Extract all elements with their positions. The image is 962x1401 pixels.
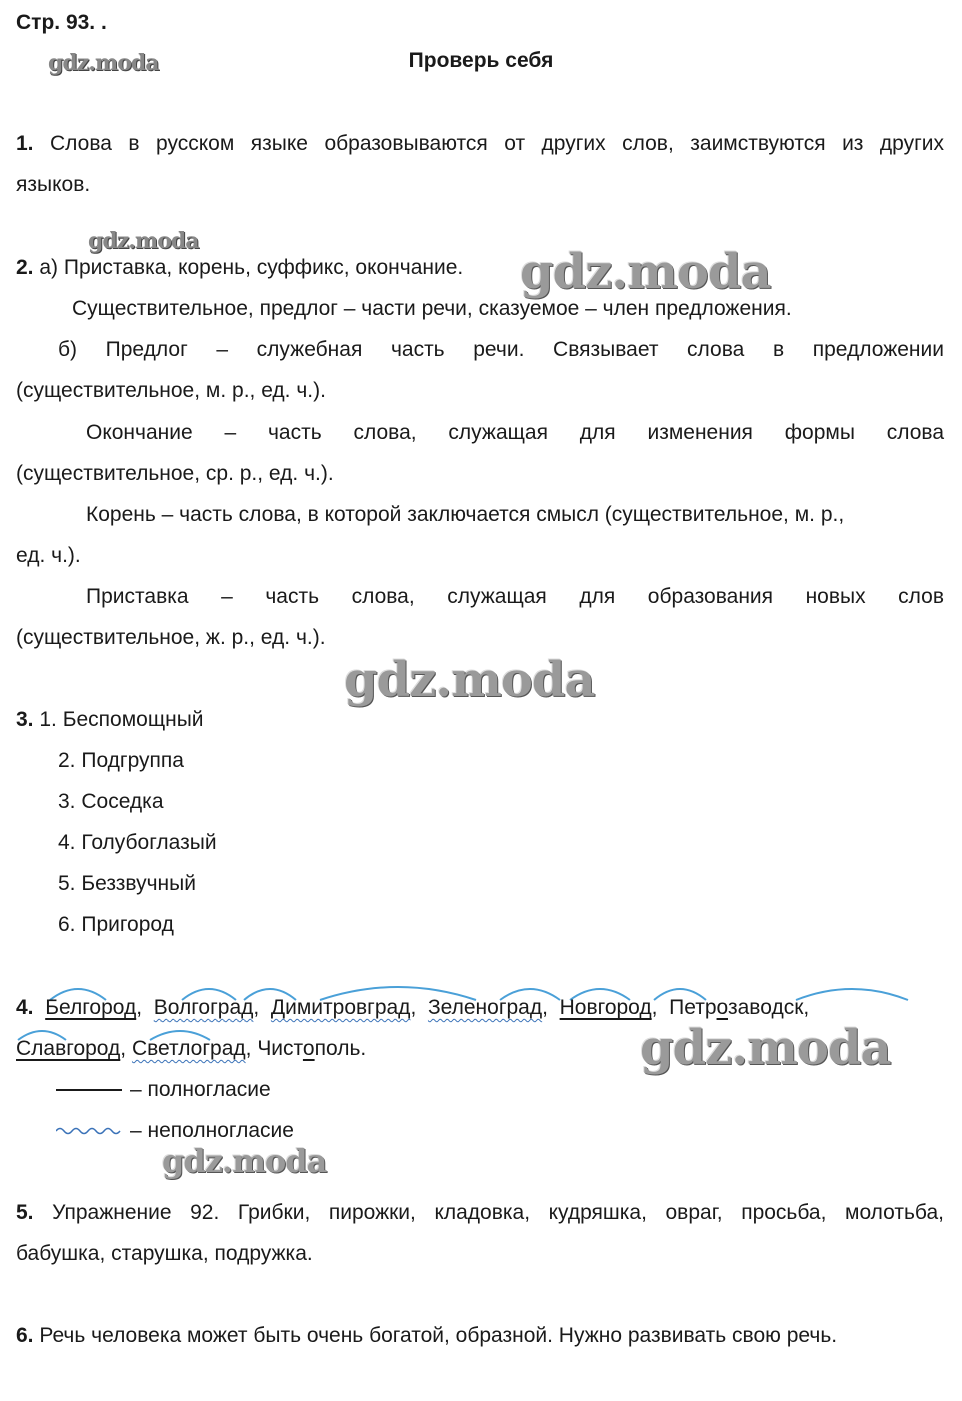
watermark-logo: gdz.moda <box>640 1020 891 1076</box>
task-number: 3. <box>16 708 34 731</box>
city-partial-vowel: Волгоград <box>153 996 254 1019</box>
task-1-line-1 <box>16 131 944 157</box>
task-2-line-d1: Корень – часть слова, в которой заключается смысл (существительное, м. р., <box>86 503 845 526</box>
task-3-item-1 <box>16 707 204 733</box>
city-full-vowel: Славгород <box>16 1037 121 1060</box>
task-number: 1. <box>16 132 34 155</box>
watermark-logo: gdz.moda <box>48 50 159 76</box>
task-2-line-a2: Существительное, предлог – части речи, сказуемое – член предложения. <box>72 297 792 320</box>
straight-underline-icon <box>56 1089 122 1091</box>
page-title: Проверь себя <box>408 49 554 72</box>
task-2-line-b2: (существительное, м. р., ед. ч.). <box>16 379 326 402</box>
wavy-underline-icon <box>56 1126 122 1136</box>
watermark-logo: gdz.moda <box>520 244 771 300</box>
watermark-logo: gdz.moda <box>88 228 199 254</box>
legend-label: – неполногласие <box>130 1119 294 1142</box>
city-full-vowel: Новгород <box>559 996 652 1019</box>
task-text: Речь человека может быть очень богатой, образной. Нужно развивать свою речь. <box>39 1324 838 1347</box>
task-2-line-b1: б) Предлог – служебная часть речи. Связывает слова в предложении <box>58 338 944 361</box>
legend-label: – полногласие <box>130 1078 271 1101</box>
page-reference: Стр. 93. . <box>16 11 107 34</box>
task-2-line-c2: (существительное, ср. р., ед. ч.). <box>16 462 334 485</box>
word-part: Петр <box>669 996 717 1019</box>
task-number: 6. <box>16 1324 34 1347</box>
task-5-line-1 <box>16 1200 944 1226</box>
task-4-line-2: Славгород, Светлоград, Чистополь. <box>16 1037 367 1060</box>
task-text: а) Приставка, корень, суффикс, окончание. <box>39 256 464 279</box>
legend-full-vowel <box>56 1077 271 1103</box>
city-full-vowel: Белгород <box>45 996 137 1019</box>
list-item: 4. Голубоглазый <box>58 831 217 854</box>
task-5-line-2: бабушка, старушка, подружка. <box>16 1242 313 1265</box>
city-partial-vowel: Светлоград <box>131 1037 246 1060</box>
connecting-vowel: о <box>302 1037 315 1060</box>
task-2-line-c1: Окончание – часть слова, служащая для изменения формы слова <box>86 421 944 444</box>
list-item: 1. Беспомощный <box>39 708 204 731</box>
city-partial-vowel: Зеленоград <box>427 996 543 1019</box>
legend-partial-vowel <box>56 1118 294 1144</box>
task-2-line-e2: (существительное, ж. р., ед. ч.). <box>16 626 326 649</box>
list-item: 2. Подгруппа <box>58 749 184 772</box>
word-part: поль. <box>314 1037 367 1060</box>
watermark-logo: gdz.moda <box>162 1142 327 1180</box>
task-number: 4. <box>16 996 34 1019</box>
list-item: 6. Пригород <box>58 913 174 936</box>
task-6-line-1 <box>16 1323 837 1349</box>
city-partial-vowel: Димитровград <box>270 996 411 1019</box>
task-4-line-1: 4. Белгород, Волгоград, Димитровград, Зеленоград, Новгород, Петрозаводск, <box>16 996 810 1019</box>
task-2-line-a1 <box>16 255 463 281</box>
root-arc <box>796 989 908 1000</box>
task-number: 5. <box>16 1201 34 1224</box>
task-text: Упражнение 92. Грибки, пирожки, кладовка, кудряшка, овраг, просьба, молотьба, <box>52 1201 944 1224</box>
task-text: Слова в русском языке образовываются от других слов, заимствуются из других <box>50 132 944 155</box>
task-2-line-e1: Приставка – часть слова, служащая для образования новых слов <box>86 585 944 608</box>
word-part: заводск, <box>728 996 810 1019</box>
word-part: Чист <box>257 1037 303 1060</box>
list-item: 5. Беззвучный <box>58 872 196 895</box>
city-word <box>669 996 809 1019</box>
connecting-vowel: о <box>716 996 728 1019</box>
task-number: 2. <box>16 256 34 279</box>
task-1-line-2: языков. <box>16 173 91 196</box>
city-word <box>257 1037 366 1060</box>
watermark-logo: gdz.moda <box>344 652 595 708</box>
task-2-line-d2: ед. ч.). <box>16 544 81 567</box>
list-item: 3. Соседка <box>58 790 164 813</box>
